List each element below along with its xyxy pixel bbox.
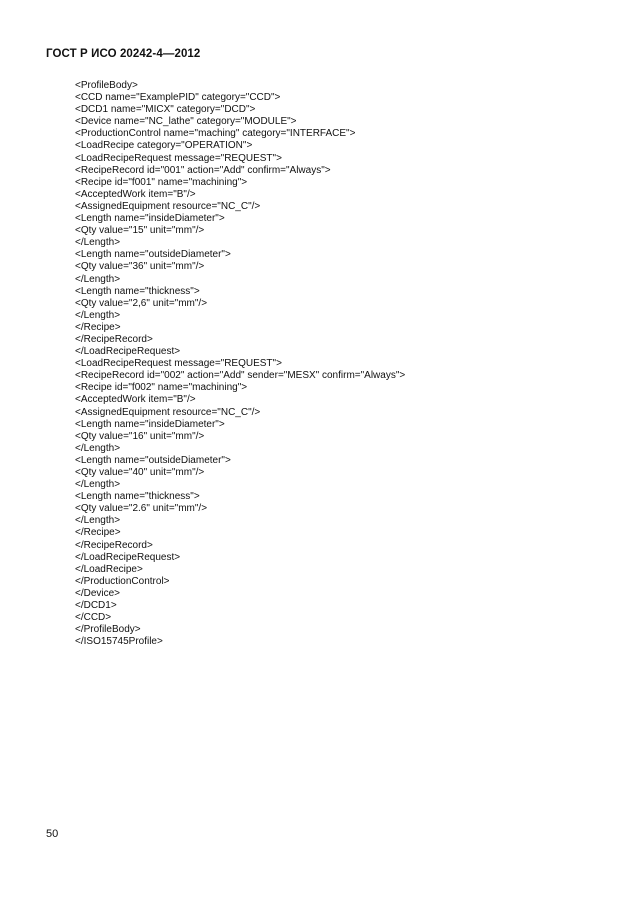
code-line: </Length> <box>75 273 121 285</box>
xml-code-listing <box>75 80 405 648</box>
code-line: <Length name="outsideDiameter"> <box>75 454 231 466</box>
code-line: </Length> <box>75 237 121 249</box>
code-line: <LoadRecipeRequest message="REQUEST"> <box>75 358 282 370</box>
code-line: <Length name="thickness"> <box>75 285 200 297</box>
code-line: </Recipe> <box>75 527 121 539</box>
code-line: <Qty value="36" unit="mm"/> <box>75 261 205 273</box>
code-line: </Device> <box>75 587 121 599</box>
code-line: <Qty value="40" unit="mm"/> <box>75 467 205 478</box>
code-line: </ISO15745Profile> <box>75 636 163 648</box>
code-line: </ProfileBody> <box>75 624 141 636</box>
code-line: <RecipeRecord id="001" action="Add" confirm="Always"> <box>75 164 331 176</box>
code-line: <LoadRecipeRequest message="REQUEST"> <box>75 152 282 164</box>
code-line: <ProfileBody> <box>75 80 138 91</box>
code-line: <Recipe id="f002" name="machining"> <box>75 382 248 394</box>
code-line: <Qty value="15" unit="mm"/> <box>75 225 205 237</box>
code-line: <RecipeRecord id="002" action="Add" sender="MESX" confirm="Always"> <box>75 370 406 382</box>
code-line: <AcceptedWork item="B"/> <box>75 394 196 406</box>
code-line: <Length name="thickness"> <box>75 491 200 503</box>
code-line: </LoadRecipeRequest> <box>75 551 181 563</box>
code-line: </CCD> <box>75 612 112 624</box>
code-line: </RecipeRecord> <box>75 333 153 345</box>
code-line: </Length> <box>75 309 121 321</box>
code-line: <Length name="insideDiameter"> <box>75 213 225 225</box>
page-number: 50 <box>46 828 59 840</box>
code-line: </ProductionControl> <box>75 575 170 587</box>
code-line: <ProductionControl name="maching" category="INTERFACE"> <box>75 128 356 140</box>
code-line: <Length name="outsideDiameter"> <box>75 249 231 261</box>
code-line: </RecipeRecord> <box>75 539 153 551</box>
code-line: <Qty value="2.6" unit="mm"/> <box>75 503 208 515</box>
code-line: </LoadRecipeRequest> <box>75 346 181 358</box>
code-line: </Length> <box>75 479 121 491</box>
code-line: <LoadRecipe category="OPERATION"> <box>75 140 253 152</box>
code-line: <Qty value="2,6" unit="mm"/> <box>75 297 208 309</box>
code-line: <AssignedEquipment resource="NC_C"/> <box>75 406 261 418</box>
code-line: </Length> <box>75 442 121 454</box>
code-line: <Length name="insideDiameter"> <box>75 418 225 430</box>
code-line: <AssignedEquipment resource="NC_C"/> <box>75 200 261 212</box>
code-line: </DCD1> <box>75 600 117 612</box>
code-line: </Recipe> <box>75 321 121 333</box>
page-header: ГОСТ Р ИСО 20242-4—2012 <box>46 48 201 60</box>
code-line: <Device name="NC_lathe" category="MODULE"> <box>75 116 297 128</box>
code-line: <CCD name="ExamplePID" category="CCD"> <box>75 92 281 104</box>
code-line: <DCD1 name="MICX" category="DCD"> <box>75 104 256 116</box>
code-line: </LoadRecipe> <box>75 563 143 575</box>
code-line: <AcceptedWork item="B"/> <box>75 188 196 200</box>
code-line: <Recipe id="f001" name="machining"> <box>75 176 248 188</box>
code-line: </Length> <box>75 515 121 527</box>
code-line: <Qty value="16" unit="mm"/> <box>75 430 205 442</box>
